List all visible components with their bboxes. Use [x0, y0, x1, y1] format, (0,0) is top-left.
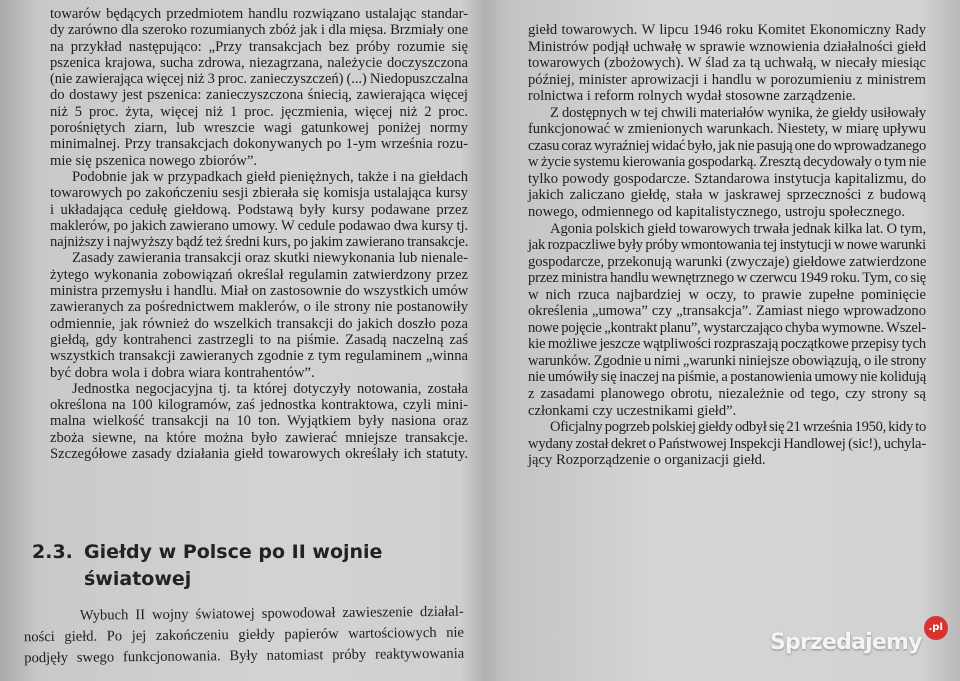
text-line: rolnictwa i reform rolnych wydał stosowne zarządzenie. — [528, 88, 856, 105]
text-line: określenia „umowa” czy „transakcja”. Zamiast niego wprowadzono — [528, 303, 926, 320]
section-title-line-2: światowej — [84, 568, 192, 590]
text-line: minimalnej. Przy transakcjach dokonywanych po 1-ym września rozu- — [50, 136, 468, 153]
text-line: kie możliwe jeszcze wątpliwości rozpraszają początkowe przepisy tych — [528, 336, 926, 353]
text-line: dy zarówno dla szeroko rozumianych zbóż jak i dla mięsa. Brzmiały one — [50, 22, 468, 39]
text-line: jak rozpaczliwe były próby wmontowania tej instytucji w nowe warunki — [528, 237, 926, 254]
text-line: malna wielkość transakcji na 10 ton. Wyjątkiem były nasiona oraz — [50, 413, 468, 430]
text-line: nie umówiły się inaczej na piśmie, a postanowienia umowy nie kolidują — [528, 369, 926, 386]
right-page-body — [528, 22, 926, 469]
text-line: maklerów, po jakich zawierano umowy. W cedule podawao dwa kursy tj. — [50, 217, 468, 234]
text-line: funkcjonować w zmienionych warunkach. Niestety, w miarę upływu — [528, 121, 926, 138]
text-line: niż 5 proc. żyta, więcej niż 1 proc. jęczmienia, więcej niż 2 proc. — [50, 103, 468, 120]
text-line: warunków. Zgodnie u nimi „warunki niniejsze obowiązują, o ile strony — [528, 352, 927, 369]
left-page-body — [50, 6, 468, 462]
text-line: z zasadami planowego obrotu, niezależnie od tego, czy strony są — [528, 386, 926, 403]
text-line: pszenica krajowa, sucha zdrowa, niezagrzana, należycie doczyszczona — [50, 54, 468, 71]
text-line: Szczegółowe zasady działania giełd towarowych określały ich statuty. — [50, 446, 468, 463]
text-line: Z dostępnych w tej chwili materiałów wynika, że giełdy usiłowały — [550, 104, 926, 121]
text-line: podjęły swego funkcjonowania. Były natomiast próby reaktywowania — [24, 645, 465, 667]
text-line: na przykład następująco: „Przy transakcjach bez próby rozumie się — [50, 38, 468, 55]
text-line: przez ministra handlu wewnętrznego w czerwcu 1949 roku. Tym, co się — [528, 270, 926, 287]
section-title-line-1: Giełdy w Polsce po II wojnie — [84, 541, 383, 563]
section-intro-paragraph — [24, 602, 465, 670]
text-line: wszystkich transakcji zawieranych zgodnie z tym regulaminem „winna — [50, 348, 468, 365]
text-line: giełd towarowych. W lipcu 1946 roku Komitet Ekonomiczny Rady — [528, 22, 926, 38]
text-line: do dostawy jest pszenica: zanieczyszczona śniecią, zawierająca więcej — [50, 87, 468, 104]
section-number: 2.3. — [32, 541, 73, 563]
text-line: w nich rzuca najbardziej w oczy, to prawie zupełne pominięcie — [528, 286, 926, 303]
text-line: określona na 100 kilogramów, zaś jednostka kontraktowa, czyli mini- — [50, 397, 468, 414]
text-line: Agonia polskich giełd towarowych trwała jednak kilka lat. O tym, — [550, 220, 926, 237]
text-line: giełdą, gdy kontrahenci zastrzegli to na piśmie. Zasadą naczelną zaś — [50, 331, 468, 348]
text-line: być dobra wola i dobra wiara kontrahentów”. — [50, 364, 315, 381]
text-line: i układająca cedułę giełdową. Podstawą były kursy podawane przez — [50, 201, 468, 218]
text-line: Jednostka negocjacyjna tj. ta której dotyczyły notowania, została — [72, 380, 468, 397]
text-line: później, minister aprowizacji i handlu w porozumieniu z ministrem — [528, 71, 926, 88]
text-line: ministra przemysłu i handlu. Miał on zastosownie do wszystkich umów — [50, 283, 469, 300]
text-line: zboża siewne, na które można było zawierać mniejsze transakcje. — [50, 429, 468, 446]
text-line: zawieranych za pośrednictwem maklerów, o ile strony nie postanowiły — [50, 299, 468, 316]
watermark-badge: .pl — [924, 616, 948, 640]
text-line: członkami czy uczestnikami giełd”. — [528, 402, 737, 419]
text-line: jący Rozporządzenie o organizacji giełd. — [528, 452, 766, 469]
text-line: porośniętych ziarn, lub wreszcie wagi gatunkowej poniżej normy — [50, 120, 468, 137]
text-line: Oficjalny pogrzeb polskiej giełdy odbył się 21 września 1950, kidy to — [550, 419, 926, 436]
text-line: czasu coraz wyraźniej widać było, jak nie pasują one do wprowadzanego — [528, 137, 926, 154]
text-line: tylko powody gospodarcze. Sztandarowa instytucja kapitalizmu, do — [528, 170, 926, 187]
text-line: towarowych (zbożowych). W ślad za tą uchwałą, w niecały miesiąc — [528, 55, 926, 72]
watermark-logo: Sprzedajemy — [770, 630, 922, 655]
text-line: Zasady zawierania transakcji oraz skutki niewykonania lub nienale- — [72, 250, 468, 267]
text-line: w życie systemu kierowania gospodarką. Zresztą decydowały o tym nie — [528, 154, 926, 171]
text-line: jakich zaliczano giełdę, stała w jaskrawej sprzeczności z budową — [528, 187, 926, 204]
text-line: Podobnie jak w przypadkach giełd pieniężnych, także i na giełdach — [72, 168, 468, 185]
text-line: towarów będących przedmiotem handlu rozwiązano ustalając standar- — [50, 6, 468, 22]
text-line: Wybuch II wojny światowej spowodował zawieszenie działal- — [79, 603, 464, 624]
text-line: najniższy i najwyższy bądź też średni kurs, po jakim zawierano transakcje. — [50, 234, 469, 251]
text-line: nowe pojęcie „kontrakt planu”, wystarczająco chyba wymowne. Wszel- — [528, 319, 926, 336]
text-line: towarowych po zakończeniu sesji zbierała się komisja ustalająca kursy — [50, 185, 468, 202]
text-line: wydany został dekret o Państwowej Inspekcji Handlowej (sic!), uchyla- — [528, 435, 926, 452]
text-line: nowego, odmiennego od kapitalistycznego, ustroju społecznego. — [528, 204, 905, 221]
text-line: ności giełd. Po jej zakończeniu giełdy papierów wartościowych nie — [23, 624, 465, 646]
text-line: gospodarcze, przekonują warunki (zwyczaje) giełdowe zatwierdzone — [528, 253, 927, 270]
text-line: żytego wykonania zobowiązań określał regulamin zatwierdzony przez — [50, 266, 468, 283]
text-line: Ministrów podjął uchwałę w sprawie wznowienia działalności giełd — [528, 38, 926, 55]
text-line: (nie zawierająca więcej niż 3 proc. zanieczyszczeń) (...) Niedopuszczalna — [50, 71, 468, 88]
text-line: odmiennie, jak również do wszelkich transakcji do jakich doszło poza — [50, 315, 468, 332]
text-line: mie się pszenica nowego zbiorów”. — [50, 152, 258, 169]
